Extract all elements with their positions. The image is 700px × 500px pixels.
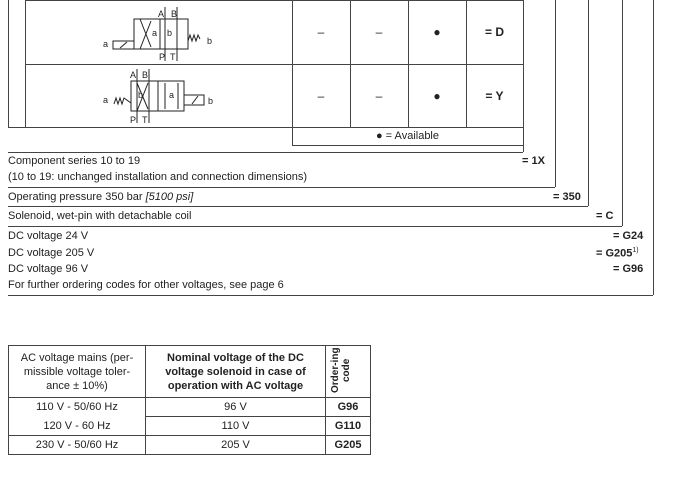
svg-text:A: A <box>158 9 165 19</box>
border <box>8 152 523 153</box>
dc-cell: 96 V <box>146 398 326 417</box>
header-nominal-voltage: Nominal voltage of the DC voltage solenoid in case of operation with AC voltage <box>146 346 326 398</box>
pressure-text: Operating pressure 350 bar <box>8 191 143 203</box>
border <box>622 0 623 226</box>
svg-text:b: b <box>138 90 144 100</box>
header-ordering-code <box>326 346 371 398</box>
dc-cell: 110 V <box>146 417 326 436</box>
svg-text:b: b <box>207 36 213 46</box>
code-1x: = 1X <box>522 155 545 167</box>
header-ordering-code-text: Order-ing code <box>330 347 352 393</box>
code-cell: G205 <box>326 436 371 455</box>
svg-text:P: P <box>130 115 137 125</box>
operating-pressure-label <box>8 191 193 203</box>
code-g205-text: = G205 <box>596 247 633 260</box>
cell-available: ● <box>433 25 441 39</box>
code-y: = Y <box>485 88 504 103</box>
header-ac-mains: AC voltage mains (per-missible voltage toler-ance ± 10%) <box>9 346 146 398</box>
code-cell: G96 <box>326 398 371 417</box>
dc-205-label: DC voltage 205 V <box>8 247 95 259</box>
dc-24-label: DC voltage 24 V <box>8 230 89 242</box>
border <box>8 187 555 188</box>
ac-cell: 120 V - 60 Hz <box>9 417 146 436</box>
svg-text:T: T <box>142 115 148 125</box>
further-codes-note: For further ordering codes for other voltages, see page 6 <box>8 279 284 291</box>
cell: – <box>317 25 325 39</box>
border <box>523 0 524 152</box>
svg-text:b: b <box>167 28 173 38</box>
svg-text:B: B <box>142 70 149 80</box>
svg-text:a: a <box>169 90 175 100</box>
svg-text:T: T <box>170 52 176 62</box>
svg-text:a: a <box>103 95 109 105</box>
border <box>555 0 556 187</box>
legend-available: ● = Available <box>375 130 439 142</box>
component-series-note: (10 to 19: unchanged installation and connection dimensions) <box>8 171 308 183</box>
code-d: = D <box>484 25 504 39</box>
code-cell: G110 <box>326 417 371 436</box>
ac-cell: 230 V - 50/60 Hz <box>9 436 146 455</box>
code-350: = 350 <box>553 191 581 203</box>
cell-available: ● <box>433 88 441 103</box>
svg-text:a: a <box>152 28 158 38</box>
border <box>8 226 622 227</box>
cell: – <box>375 88 383 103</box>
svg-text:P: P <box>159 52 166 62</box>
code-g24: = G24 <box>613 230 644 242</box>
code-g205 <box>596 247 639 260</box>
cell: – <box>317 88 325 103</box>
ac-voltage-table <box>8 345 371 455</box>
svg-text:A: A <box>130 70 137 80</box>
solenoid-label: Solenoid, wet-pin with detachable coil <box>8 210 192 222</box>
border <box>8 0 9 127</box>
code-c: = C <box>596 210 614 222</box>
border <box>292 145 523 146</box>
border <box>8 295 653 296</box>
svg-text:a: a <box>103 39 109 49</box>
valve-symbol-y <box>100 67 220 127</box>
valve-symbol-d <box>100 3 220 63</box>
code-g96: = G96 <box>613 263 644 275</box>
cell: – <box>375 25 383 39</box>
border <box>588 0 589 206</box>
border <box>8 206 588 207</box>
component-series-label: Component series 10 to 19 <box>8 155 141 167</box>
ac-cell: 110 V - 50/60 Hz <box>9 398 146 417</box>
dc-cell: 205 V <box>146 436 326 455</box>
border <box>653 0 654 295</box>
svg-text:b: b <box>208 96 214 106</box>
footnote: 1) <box>632 247 639 254</box>
pressure-psi: [5100 psi] <box>145 191 194 203</box>
svg-text:B: B <box>171 9 178 19</box>
dc-96-label: DC voltage 96 V <box>8 263 89 275</box>
